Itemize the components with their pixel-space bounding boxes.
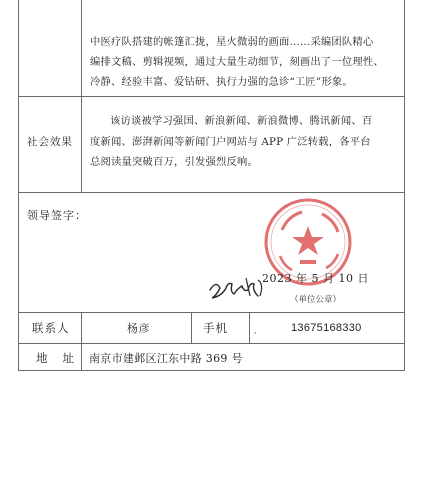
contact-name: 杨彦 [127,322,150,335]
column-divider [81,312,82,370]
phone-label: 手机 [203,321,228,335]
description-line-2: 编排文稿、剪辑视频，通过大量生动细节，刻画出了一位理性、 [90,56,384,68]
column-divider [249,312,250,343]
description-line-1: 中医疗队搭建的帐篷汇拢，星火微弱的画面……采编团队精心 [90,36,374,48]
social-effect-label: 社会效果 [27,136,73,148]
leader-signature-label: 领导签字： [27,209,87,222]
phone-number: 13675168330 [291,322,362,334]
row-divider [19,312,404,313]
row-divider [19,343,404,344]
social-effect-line-2: 度新闻、澎湃新闻等新闻门户网站与 APP 广泛转载，各平台 [90,136,371,148]
comma-mark: , [254,326,257,335]
column-divider [81,0,82,192]
social-effect-line-1: 该访谈被学习强国、新浪新闻、新浪微博、腾讯新闻、百 [110,115,373,127]
social-effect-line-3: 总阅读量突破百万，引发强烈反响。 [90,156,258,168]
column-divider [191,312,192,343]
row-divider [19,192,404,193]
description-line-3: 冷静、经验丰富、爱钻研、执行力强的急诊“工匠”形象。 [90,76,353,88]
signature-date: 2023 年 5 月 10 日 [262,272,369,285]
contact-label: 联系人 [32,321,70,335]
address-label: 地 址 [36,351,75,365]
row-divider [19,96,404,97]
seal-note: （单位公章） [290,295,342,305]
address-value: 南京市建邺区江东中路 369 号 [89,352,243,365]
